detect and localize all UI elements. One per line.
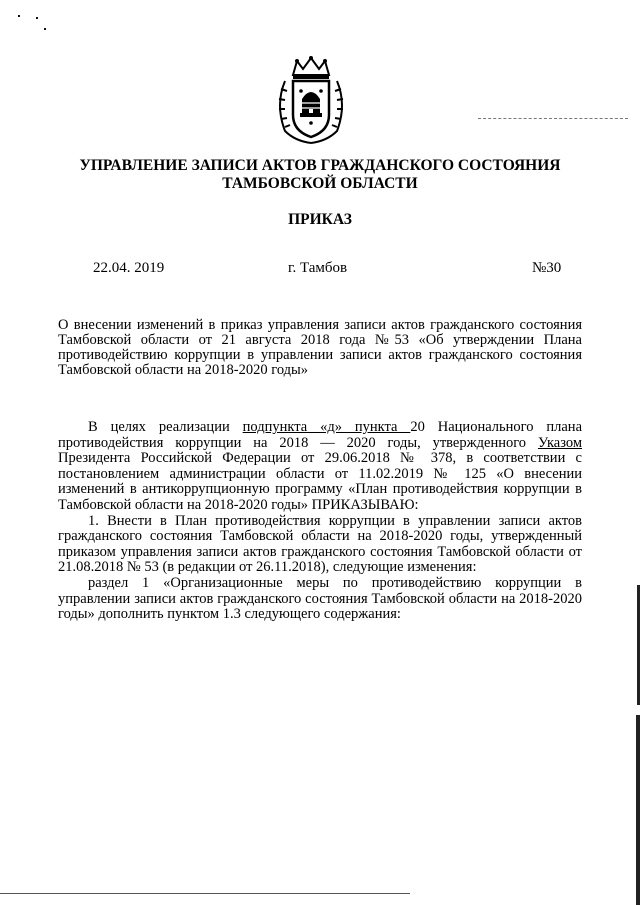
- document-city: г. Тамбов: [288, 260, 348, 276]
- body-paragraph-1: [58, 420, 582, 514]
- scan-speck: [18, 15, 20, 17]
- organization-title-line1: УПРАВЛЕНИЕ ЗАПИСИ АКТОВ ГРАЖДАНСКОГО СОСТОЯНИЯ: [79, 157, 561, 174]
- body-p1-link-decree[interactable]: Указом: [537, 434, 582, 451]
- tambov-coat-of-arms-icon: [271, 55, 351, 145]
- scan-artifact-dashes: [478, 118, 628, 119]
- document-number: №30: [532, 260, 562, 276]
- document-date: 22.04. 2019: [93, 260, 165, 276]
- scan-speck: [44, 28, 46, 30]
- organization-title: [60, 157, 580, 193]
- body-paragraph-3: раздел 1 «Организационные меры по противодействию коррупции в управлении записи актов гражданского состояния Тамбовской области на 2018-2020 годы» дополнить пунктом 1.3 следующего содержания:: [58, 574, 582, 623]
- document-type-title: ПРИКАЗ: [288, 211, 352, 228]
- body-p1-intro: В целях реализации: [88, 419, 243, 435]
- scan-edge-shadow: [636, 715, 640, 905]
- organization-title-line2: ТАМБОВСКОЙ ОБЛАСТИ: [222, 175, 418, 192]
- scan-bottom-line: [0, 893, 410, 894]
- document-body: [58, 420, 582, 623]
- document-subject: О внесении изменений в приказ управления записи актов гражданского состояния Тамбовской области от 21 августа 2018 года №53 «Об утверждении Плана противодействию коррупции в управлении записи актов гражданского состояния Тамбовской области на 2018-2020 годы»: [58, 317, 582, 378]
- scan-speck: [36, 17, 38, 19]
- body-p1-link-subpoint[interactable]: подпункта «д» пункта: [242, 419, 411, 435]
- body-p1-middle: 20 Национального плана противодействия коррупции на 2018 — 2020 годы, утвержденного: [58, 419, 583, 451]
- body-p1-end: Президента Российской Федерации от 29.06.2018 № 378, в соответствии с постановлением администрации области от 11.02.2019 № 125 «О внесении изменений в антикоррупционную программу «План противодействия коррупции в Тамбовской области на 2018-2020 годы» ПРИКАЗЫВАЮ:: [58, 450, 582, 513]
- body-paragraph-2: 1. Внести в План противодействия коррупции в управлении записи актов гражданского состояния Тамбовской области на 2018-2020 годы, утвержденный приказом управления записи актов гражданского состояния Тамбовской области от 21.08.2018 № 53 (в редакции от 26.11.2018), следующие изменения:: [58, 512, 582, 576]
